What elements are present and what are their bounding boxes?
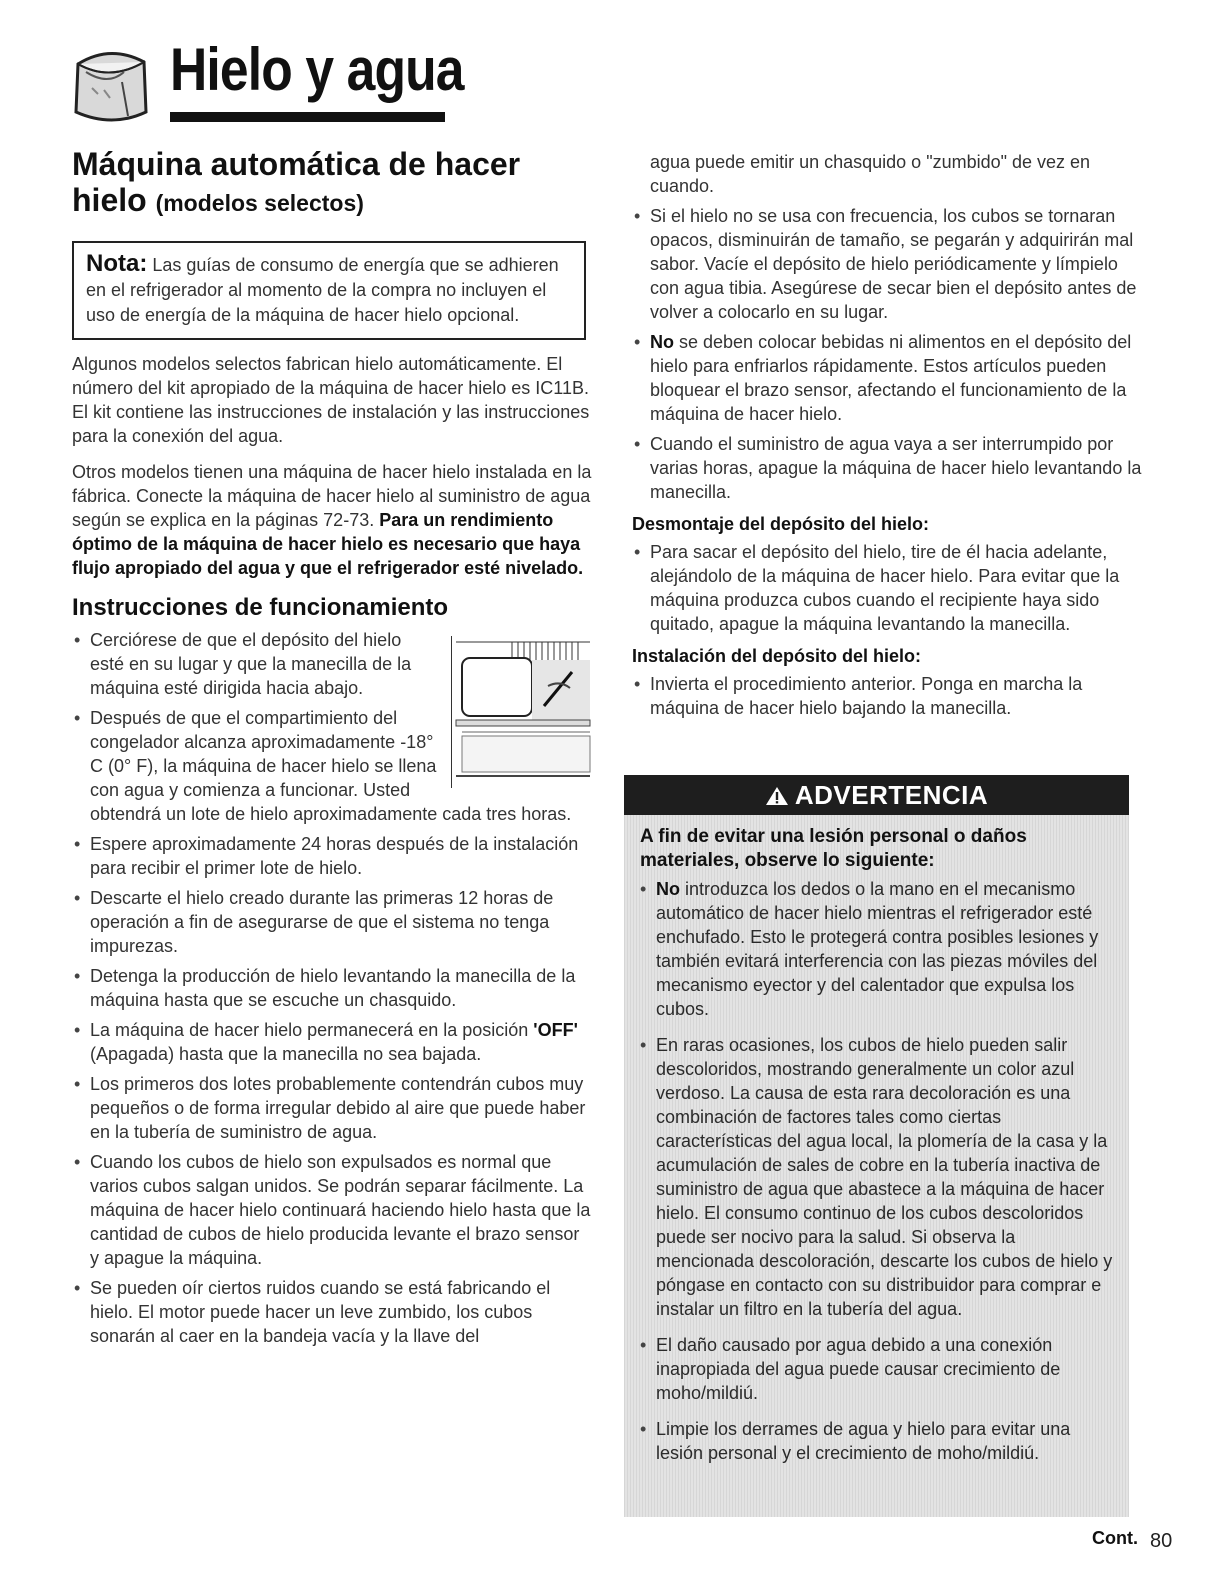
section-title [72, 146, 592, 221]
warning-header [624, 775, 1129, 815]
list-item: • El daño causado por agua debido a una conexión inapropiada del agua puede causar crecimiento de moho/mildiú. [638, 1333, 1113, 1405]
list-item: • Detenga la producción de hielo levantando la manecilla de la máquina hasta que se escuche un chasquido. [72, 964, 592, 1012]
continued-list [632, 150, 1144, 504]
list-item: • Si el hielo no se usa con frecuencia, los cubos se tornaran opacos, disminuirán de tamaño, se pegarán y adquirirán mal sabor. Vacíe el depósito de hielo periódicamente y límpielo con agua tibia. Asegúrese de secar bien el depósito antes de volver a colocarlo en su lugar. [632, 204, 1144, 324]
list-item [632, 330, 1144, 426]
section-title-sub: (modelos selectos) [155, 190, 364, 216]
list-item: • Cerciórese de que el depósito del hielo esté en su lugar y que la manecilla de la máquina esté dirigida hacia abajo. [72, 628, 592, 700]
instructions-heading: Instrucciones de funcionamiento [72, 594, 449, 621]
list-item: • Los primeros dos lotes probablemente contendrán cubos muy pequeños o de forma irregular debido al aire que puede haber en la tubería de suministro de agua. [72, 1072, 592, 1144]
warning-box [624, 775, 1129, 1517]
note-label: Nota: [86, 250, 148, 277]
list-item: • Cuando el suministro de agua vaya a ser interrumpido por varias horas, apague la máquina de hacer hielo levantando la manecilla. [632, 432, 1144, 504]
paragraph-kit: Algunos modelos selectos fabrican hielo automáticamente. El número del kit apropiado de la máquina de hacer hielo es IC11B. El kit contiene las instrucciones de instalación y las instrucciones para la conexión del agua. [72, 354, 590, 446]
list-item-text: se deben colocar bebidas ni alimentos en el depósito del hielo para enfriarlos rápidamente. Estos artículos pueden bloquear el brazo sensor, afectando el funcionamiento de la máquina de hacer hielo. [650, 332, 1132, 424]
list-item: • Invierta el procedimiento anterior. Ponga en marcha la máquina de hacer hielo bajando la manecilla. [632, 672, 1144, 720]
no-label: No [656, 879, 680, 899]
list-item-text: introduzca los dedos o la mano en el mecanismo automático de hacer hielo mientras el refrigerador esté enchufado. Esto le protegerá contra posibles lesiones y también evitará interferencia con las piezas móviles del mecanismo eyector y del calentador que expulsa los cubos. [656, 879, 1099, 1019]
list-item [72, 1018, 592, 1066]
no-label: No [650, 332, 674, 352]
paragraph-factory-bold: Para un rendimiento óptimo de la máquina de hacer hielo es necesario que haya flujo apropiado del agua y que el refrigerador esté nivelado. [72, 510, 584, 578]
left-column [72, 146, 592, 1354]
list-item: • Se pueden oír ciertos ruidos cuando se está fabricando el hielo. El motor puede hacer un leve zumbido, los cubos sonarán al caer en la bandeja vacía y la llave del [72, 1276, 592, 1348]
section-title-main: Máquina automática de hacer hielo [72, 146, 521, 218]
off-label: 'OFF' [533, 1020, 578, 1040]
removal-list [632, 540, 1144, 636]
list-item: • Limpie los derrames de agua y hielo para evitar una lesión personal y el crecimiento de moho/mildiú. [638, 1417, 1113, 1465]
list-item: • Descarte el hielo creado durante las primeras 12 horas de operación a fin de asegurarse de que el sistema no tenga impurezas. [72, 886, 592, 958]
list-item: • Espere aproximadamente 24 horas después de la instalación para recibir el primer lote de hielo. [72, 832, 592, 880]
ice-bucket-icon [64, 42, 156, 128]
paragraph-factory-text: Otros modelos tienen una máquina de hacer hielo instalada en la fábrica. Conecte la máquina de hacer hielo al suministro de agua según se explica en la páginas 72-73. [72, 462, 592, 530]
note-box [72, 241, 586, 340]
note-text: Las guías de consumo de energía que se adhieren en el refrigerador al momento de la compra no incluyen el uso de energía de la máquina de hacer hielo opcional. [86, 255, 559, 325]
page-title: Hielo y agua [170, 36, 464, 103]
list-item: • En raras ocasiones, los cubos de hielo pueden salir descoloridos, mostrando generalmente un color azul verdoso. La causa de esta rara decoloración es una combinación de factores tales como ciertas características del agua local, la plomería de la casa y la acumulación de sales de cobre en la tubería inactiva de suministro de agua que abastece a la máquina de hacer hielo. El consumo continuo de los cubos descoloridos puede ser nocivo para la salud. Si observa la mencionada descoloración, descarte los cubos de hielo y póngase en contacto con su distribuidor para comprar e instalar un filtro en la tubería del agua. [638, 1033, 1113, 1321]
install-heading: Instalación del depósito del hielo: [632, 646, 922, 666]
page-number: 80 [1150, 1530, 1173, 1552]
warning-title: ADVERTENCIA [794, 780, 989, 810]
warning-list [638, 877, 1113, 1465]
list-item-text: (Apagada) hasta que la manecilla no sea bajada. [90, 1044, 482, 1064]
list-item: • Cuando los cubos de hielo son expulsados es normal que varios cubos salgan unidos. Se podrán separar fácilmente. La máquina de hacer hielo continuará haciendo hielo hasta que la cantidad de cubos de hielo producida levante el brazo sensor y apague la máquina. [72, 1150, 592, 1270]
continued-label: Cont. [1092, 1528, 1138, 1548]
right-column [632, 150, 1144, 726]
list-item-text: La máquina de hacer hielo permanecerá en la posición [90, 1020, 534, 1040]
install-list [632, 672, 1144, 720]
warning-triangle-icon [765, 786, 789, 806]
title-underline [170, 112, 445, 122]
warning-intro: A fin de evitar una lesión personal o daños materiales, observe lo siguiente: [640, 826, 1027, 871]
list-item: • Después de que el compartimiento del congelador alcanza aproximadamente -18° C (0° F), la máquina de hacer hielo se llena con agua y comienza a funcionar. Usted obtendrá un lote de hielo aproximadamente cada tres horas. [72, 706, 592, 826]
list-item-continued: agua puede emitir un chasquido o "zumbido" de vez en cuando. [650, 152, 1091, 196]
instructions-list [72, 628, 592, 1348]
paragraph-factory [72, 460, 592, 580]
list-item: • Para sacar el depósito del hielo, tire de él hacia adelante, alejándolo de la máquina de hacer hielo. Para evitar que la máquina produzca cubos cuando el recipiente haya sido quitado, apague la máquina levantando la manecilla. [632, 540, 1144, 636]
removal-heading: Desmontaje del depósito del hielo: [632, 514, 930, 534]
list-item [638, 877, 1113, 1021]
